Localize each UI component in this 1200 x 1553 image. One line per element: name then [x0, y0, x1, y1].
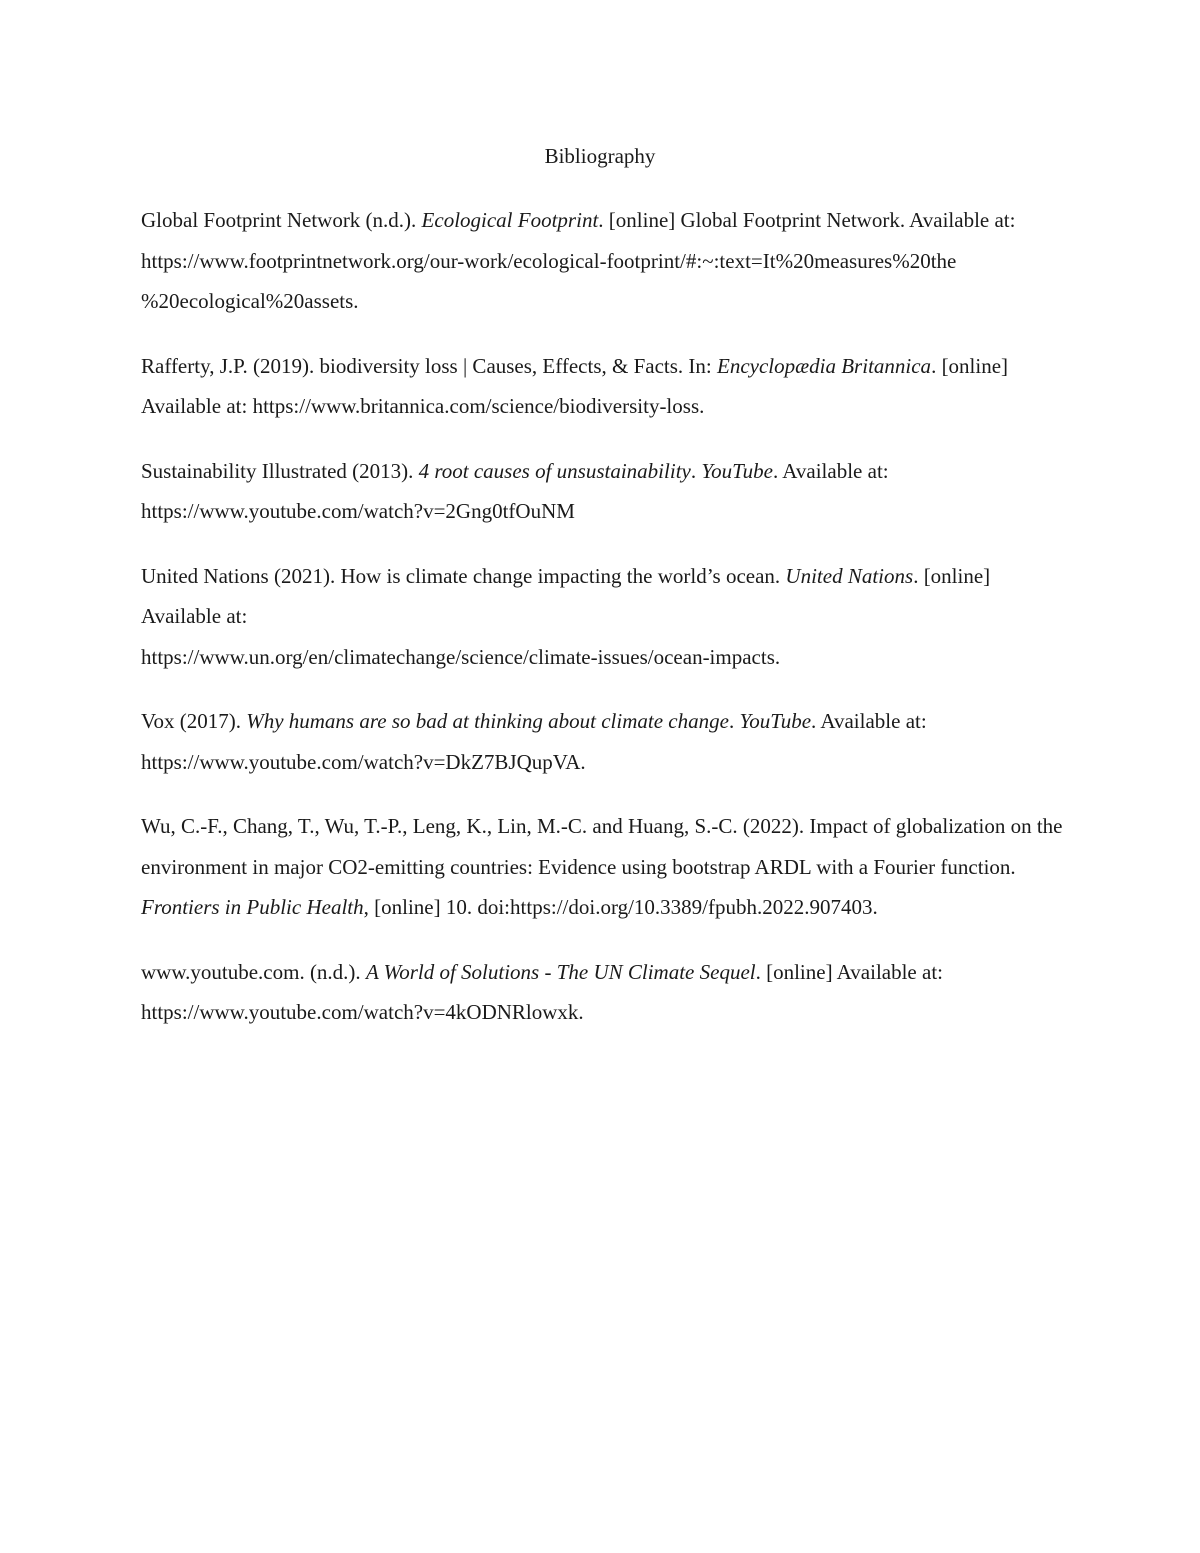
entry-text: Sustainability Illustrated (2013).: [141, 458, 419, 483]
entry-text: .: [728, 709, 740, 733]
entry-text: . [online] Available at:: [141, 563, 991, 628]
bibliography-entry: [141, 346, 1066, 427]
entry-title: Why humans are so bad at thinking about climate change: [246, 709, 729, 733]
bibliography-entry: [141, 451, 1066, 532]
entry-source: YouTube: [701, 458, 773, 483]
entry-text: . [online] Global Footprint Network. Available at:: [598, 208, 1016, 232]
entry-text: Vox (2017).: [141, 709, 247, 733]
bibliography-entry: [141, 952, 1066, 1033]
entry-text: United Nations (2021). How is climate change impacting the world’s ocean.: [141, 563, 786, 588]
entry-title: Encyclopædia Britannica: [717, 353, 932, 378]
bibliography-entry: [141, 200, 1066, 322]
entry-text: .: [690, 458, 702, 483]
entry-text: Rafferty, J.P. (2019). biodiversity loss | Causes, Effects, & Facts. In:: [141, 353, 718, 378]
page-title: Bibliography: [544, 144, 656, 168]
entry-text: . Available at: https://www.youtube.com/watch?v=DkZ7BJQupVA.: [141, 709, 927, 774]
bibliography-entry: [141, 806, 1066, 928]
entry-url: https://www.un.org/en/climatechange/science/climate-issues/ocean-impacts.: [141, 644, 781, 669]
bibliography-entry: [141, 556, 1066, 678]
entry-text: , [online] 10. doi:https://doi.org/10.3389/fpubh.2022.907403.: [363, 895, 878, 919]
entry-url: https://www.footprintnetwork.org/our-work/ecological-footprint/#:~:text=It%20measures%20the: [141, 248, 957, 273]
entry-title: Ecological Footprint: [421, 208, 599, 232]
entry-title: 4 root causes of unsustainability: [418, 458, 691, 483]
bibliography-list: [141, 200, 1066, 1057]
entry-source: YouTube: [739, 709, 812, 733]
entry-text: www.youtube.com. (n.d.).: [141, 959, 366, 984]
entry-title: United Nations: [785, 563, 914, 588]
bibliography-entry: [141, 701, 1066, 782]
entry-url: %20ecological%20assets.: [141, 289, 359, 313]
entry-text: Global Footprint Network (n.d.).: [141, 208, 422, 232]
entry-text: . Available at: https://www.youtube.com/watch?v=2Gng0tfOuNM: [141, 458, 889, 523]
entry-title: A World of Solutions - The UN Climate Sequel: [365, 959, 756, 984]
entry-text: . [online] Available at: https://www.britannica.com/science/biodiversity-loss.: [141, 353, 1009, 418]
entry-title: Frontiers in Public Health: [141, 895, 364, 919]
entry-text: . [online] Available at: https://www.youtube.com/watch?v=4kODNRlowxk.: [141, 959, 943, 1024]
entry-text: Wu, C.-F., Chang, T., Wu, T.-P., Leng, K., Lin, M.-C. and Huang, S.-C. (2022). Impact of globalization on the environment in major CO2-emitting countries: Evidence using bootstrap ARDL with a Fourier function.: [141, 814, 1063, 879]
